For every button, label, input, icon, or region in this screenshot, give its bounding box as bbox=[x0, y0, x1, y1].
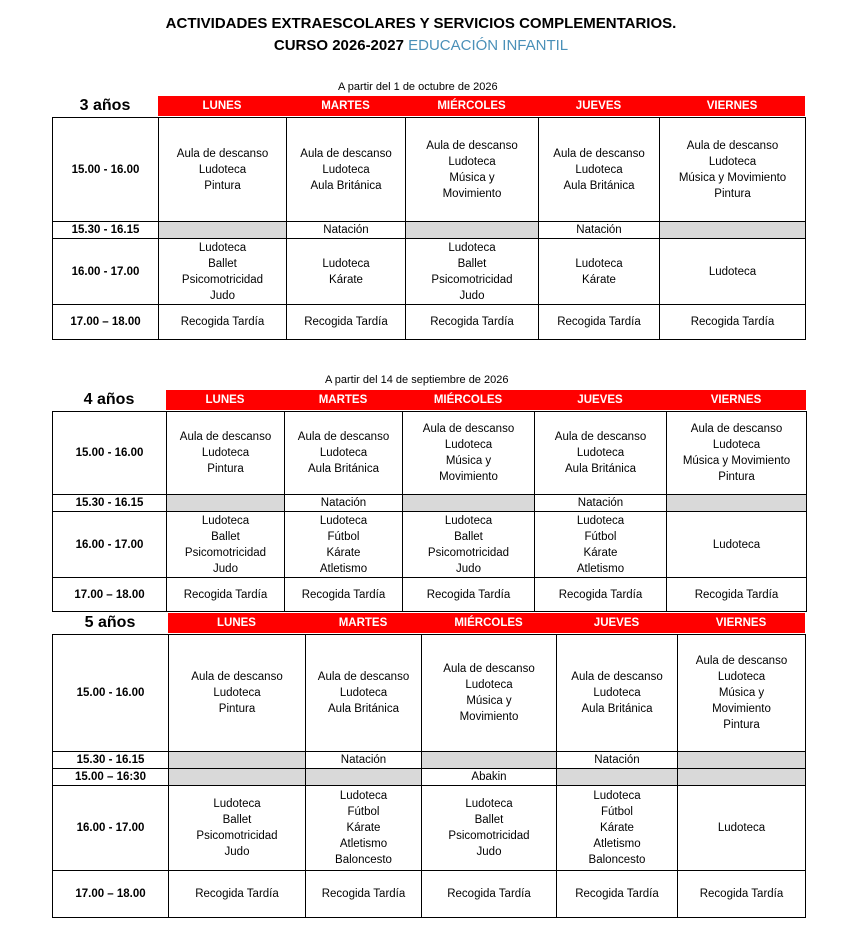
schedule-table bbox=[52, 411, 807, 612]
time-slot-label: 15.30 - 16.15 bbox=[53, 495, 167, 512]
activity-name: Natación bbox=[577, 497, 624, 509]
activity-name: Atletismo bbox=[319, 562, 368, 575]
activity-cell bbox=[306, 752, 422, 769]
day-header-3: MIÉRCOLES bbox=[454, 617, 523, 629]
activity-name: Aula de descanso bbox=[553, 147, 645, 160]
activity-name: Recogida Tardía bbox=[304, 316, 388, 328]
activity-name: Fútbol bbox=[327, 530, 360, 543]
activity-name: Judo bbox=[476, 846, 502, 858]
day-header-4: JUEVES bbox=[577, 394, 623, 406]
time-slot-label: 15.30 - 16.15 bbox=[53, 222, 159, 239]
activity-name: Música y bbox=[466, 695, 512, 707]
activity-cell bbox=[285, 412, 403, 495]
activity-cell bbox=[403, 578, 535, 612]
day-header-2: MARTES bbox=[338, 617, 388, 629]
activity-cell bbox=[678, 635, 806, 752]
activity-name: Aula Británica bbox=[581, 703, 653, 715]
activity-cell bbox=[287, 239, 406, 305]
activity-cell bbox=[667, 495, 807, 512]
activity-name: Ludoteca bbox=[593, 790, 641, 802]
time-slot-row bbox=[53, 239, 806, 305]
activity-name: Música y bbox=[449, 171, 495, 184]
activity-cell bbox=[159, 222, 287, 239]
activity-name: Ludoteca bbox=[708, 265, 757, 278]
activity-cell bbox=[169, 752, 306, 769]
activity-name: Movimiento bbox=[712, 703, 771, 715]
activity-name: Aula de descanso bbox=[690, 423, 783, 435]
age-group-label: 3 años bbox=[79, 97, 131, 114]
activity-name: Ludoteca bbox=[201, 514, 250, 527]
activity-cell bbox=[678, 752, 806, 769]
activity-name: Música y Movimiento bbox=[682, 455, 791, 467]
activity-cell bbox=[306, 786, 422, 871]
activity-name: Ballet bbox=[474, 814, 504, 826]
time-slot-row bbox=[53, 512, 807, 578]
activity-name: Aula Británica bbox=[565, 463, 636, 475]
activity-name: Ballet bbox=[208, 257, 237, 270]
day-header-3: MIÉRCOLES bbox=[437, 100, 506, 112]
activity-name: Judo bbox=[224, 846, 250, 858]
activity-name: Ludoteca bbox=[322, 163, 370, 176]
time-slot-label: 16.00 - 17.00 bbox=[53, 786, 169, 871]
activity-name: Aula Británica bbox=[328, 703, 399, 715]
activity-cell bbox=[422, 635, 557, 752]
activity-cell bbox=[406, 305, 539, 340]
activity-name: Judo bbox=[213, 562, 238, 575]
activity-name: Psicomotricidad bbox=[181, 273, 264, 286]
time-slot-row bbox=[53, 752, 806, 769]
day-header-2: MARTES bbox=[321, 100, 370, 112]
day-header-1: LUNES bbox=[202, 100, 242, 112]
activity-name: Atletismo bbox=[593, 838, 641, 850]
time-slot-row bbox=[53, 635, 806, 752]
activity-name: Recogida Tardía bbox=[694, 588, 779, 601]
activity-cell bbox=[535, 495, 667, 512]
activity-name: Recogida Tardía bbox=[321, 888, 406, 900]
activity-name: Movimiento bbox=[439, 471, 498, 483]
activity-name: Fútbol bbox=[347, 806, 380, 818]
activity-name: Aula de descanso bbox=[179, 431, 272, 443]
activity-name: Ludoteca bbox=[448, 241, 496, 254]
day-header-3: MIÉRCOLES bbox=[433, 394, 503, 406]
activity-name: Aula de descanso bbox=[176, 147, 269, 160]
time-slot-label: 17.00 – 18.00 bbox=[53, 305, 159, 340]
activity-name: Atletismo bbox=[339, 838, 388, 850]
time-slot-label: 15.00 – 16:30 bbox=[53, 769, 169, 786]
activity-cell bbox=[660, 222, 806, 239]
activity-name: Movimiento bbox=[442, 187, 502, 200]
activity-cell bbox=[535, 412, 667, 495]
activity-name: Aula de descanso bbox=[317, 671, 410, 683]
activity-cell bbox=[406, 222, 539, 239]
time-slot-label: 16.00 - 17.00 bbox=[53, 239, 159, 305]
activity-name: Pintura bbox=[207, 463, 244, 475]
activity-name: Ludoteca bbox=[201, 447, 250, 459]
activity-name: Psicomotricidad bbox=[196, 830, 278, 842]
activity-name: Música y Movimiento bbox=[678, 171, 787, 184]
activity-name: Fútbol bbox=[601, 806, 633, 818]
day-header-1: LUNES bbox=[217, 617, 256, 629]
time-slot-label: 17.00 – 18.00 bbox=[53, 871, 169, 918]
activity-name: Kárate bbox=[346, 822, 381, 834]
activity-name: Ludoteca bbox=[448, 155, 496, 168]
activity-name: Abakin bbox=[471, 771, 507, 783]
day-header-4: JUEVES bbox=[593, 617, 640, 629]
activity-name: Ludoteca bbox=[465, 679, 513, 691]
activity-name: Natación bbox=[323, 224, 369, 236]
activity-name: Recogida Tardía bbox=[447, 888, 531, 900]
activity-name: Pintura bbox=[218, 703, 256, 715]
activity-name: Ludoteca bbox=[444, 439, 493, 451]
activity-name: Psicomotricidad bbox=[184, 546, 267, 559]
activity-cell bbox=[535, 578, 667, 612]
activity-cell bbox=[406, 118, 539, 222]
activity-cell bbox=[667, 578, 807, 612]
activity-name: Aula Británica bbox=[563, 179, 635, 192]
activity-name: Aula de descanso bbox=[571, 671, 663, 683]
activity-cell bbox=[557, 871, 678, 918]
activity-name: Natación bbox=[340, 754, 387, 766]
activity-cell bbox=[667, 512, 807, 578]
activity-cell bbox=[159, 118, 287, 222]
activity-cell bbox=[422, 786, 557, 871]
activity-cell bbox=[306, 635, 422, 752]
activity-name: Aula de descanso bbox=[297, 431, 390, 443]
activity-name: Pintura bbox=[718, 471, 755, 483]
activity-cell bbox=[169, 769, 306, 786]
activity-name: Ludoteca bbox=[576, 447, 625, 459]
activity-cell bbox=[422, 752, 557, 769]
activity-cell bbox=[287, 222, 406, 239]
activity-name: Recogida Tardía bbox=[195, 888, 279, 900]
activity-cell bbox=[287, 118, 406, 222]
activity-name: Aula de descanso bbox=[300, 147, 392, 160]
activity-cell bbox=[557, 769, 678, 786]
activity-name: Recogida Tardía bbox=[180, 316, 265, 328]
activity-name: Pintura bbox=[723, 719, 760, 731]
activity-cell bbox=[557, 752, 678, 769]
course-label: CURSO 2026-2027 bbox=[273, 37, 404, 54]
activity-name: Ludoteca bbox=[575, 163, 623, 176]
activity-name: Ludoteca bbox=[339, 687, 388, 699]
activity-cell bbox=[285, 578, 403, 612]
day-header-5: VIERNES bbox=[710, 394, 762, 406]
time-slot-label: 17.00 – 18.00 bbox=[53, 578, 167, 612]
activity-cell bbox=[678, 769, 806, 786]
time-slot-row bbox=[53, 118, 806, 222]
stage-label: EDUCACIÓN INFANTIL bbox=[408, 37, 569, 54]
activity-name: Kárate bbox=[329, 273, 363, 286]
activity-cell bbox=[159, 305, 287, 340]
activity-cell bbox=[539, 239, 660, 305]
activity-name: Ludoteca bbox=[319, 447, 368, 459]
activity-name: Kárate bbox=[583, 546, 618, 559]
activity-name: Recogida Tardía bbox=[557, 316, 641, 328]
time-slot-label: 15.00 - 16.00 bbox=[53, 412, 167, 495]
activity-cell bbox=[403, 495, 535, 512]
activity-name: Fútbol bbox=[584, 530, 617, 543]
page-title: ACTIVIDADES EXTRAESCOLARES Y SERVICIOS COMPLEMENTARIOS. bbox=[165, 15, 677, 32]
activity-name: Aula de descanso bbox=[695, 655, 788, 667]
time-slot-label: 15.30 - 16.15 bbox=[53, 752, 169, 769]
time-slot-label: 15.00 - 16.00 bbox=[53, 118, 159, 222]
activity-name: Ballet bbox=[222, 814, 252, 826]
activity-cell bbox=[403, 412, 535, 495]
activity-name: Recogida Tardía bbox=[426, 588, 511, 601]
activity-name: Aula de descanso bbox=[554, 431, 647, 443]
activity-cell bbox=[422, 871, 557, 918]
activity-name: Ludoteca bbox=[708, 155, 757, 168]
activity-cell bbox=[667, 412, 807, 495]
activity-name: Kárate bbox=[600, 822, 634, 834]
age-group-label: 5 años bbox=[84, 614, 136, 631]
activity-cell bbox=[557, 786, 678, 871]
activity-name: Ludoteca bbox=[593, 687, 641, 699]
activity-cell bbox=[660, 305, 806, 340]
activity-cell bbox=[403, 512, 535, 578]
schedule-table bbox=[52, 634, 806, 918]
activity-name: Aula Británica bbox=[308, 463, 379, 475]
activity-cell bbox=[167, 412, 285, 495]
activity-name: Ludoteca bbox=[712, 538, 761, 551]
weekday-header bbox=[168, 613, 805, 633]
activity-name: Pintura bbox=[714, 187, 751, 200]
activity-cell bbox=[287, 305, 406, 340]
activity-cell bbox=[285, 495, 403, 512]
activity-name: Ballet bbox=[454, 530, 483, 543]
start-date-note: A partir del 14 de septiembre de 2026 bbox=[325, 374, 509, 386]
activity-cell bbox=[539, 305, 660, 340]
activity-cell bbox=[285, 512, 403, 578]
activity-cell bbox=[159, 239, 287, 305]
activity-name: Judo bbox=[459, 289, 485, 302]
activity-cell bbox=[406, 239, 539, 305]
activity-name: Ludoteca bbox=[198, 241, 247, 254]
age-group-label: 4 años bbox=[83, 391, 135, 408]
activity-cell bbox=[306, 769, 422, 786]
activity-name: Psicomotricidad bbox=[427, 546, 510, 559]
activity-cell bbox=[167, 512, 285, 578]
time-slot-row bbox=[53, 871, 806, 918]
time-slot-row bbox=[53, 222, 806, 239]
activity-name: Recogida Tardía bbox=[690, 316, 775, 328]
activity-name: Ludoteca bbox=[322, 257, 370, 270]
activity-name: Recogida Tardía bbox=[183, 588, 268, 601]
weekday-header bbox=[158, 96, 805, 116]
activity-name: Pintura bbox=[204, 179, 241, 192]
activity-name: Ludoteca bbox=[712, 439, 761, 451]
activity-name: Aula de descanso bbox=[422, 423, 515, 435]
activity-cell bbox=[169, 871, 306, 918]
activity-name: Ludoteca bbox=[465, 798, 513, 810]
activity-name: Aula de descanso bbox=[426, 139, 518, 152]
activity-cell bbox=[306, 871, 422, 918]
activity-name: Kárate bbox=[326, 546, 361, 559]
time-slot-row bbox=[53, 786, 806, 871]
activity-name: Ludoteca bbox=[213, 687, 261, 699]
activity-cell bbox=[167, 578, 285, 612]
activity-name: Psicomotricidad bbox=[431, 273, 513, 286]
activity-name: Ludoteca bbox=[319, 514, 368, 527]
activity-name: Atletismo bbox=[576, 562, 625, 575]
activity-name: Baloncesto bbox=[588, 854, 646, 866]
time-slot-row bbox=[53, 305, 806, 340]
activity-cell bbox=[678, 786, 806, 871]
time-slot-row bbox=[53, 578, 807, 612]
activity-name: Recogida Tardía bbox=[301, 588, 386, 601]
activity-name: Recogida Tardía bbox=[575, 888, 659, 900]
day-header-4: JUEVES bbox=[575, 100, 622, 112]
activity-name: Ballet bbox=[457, 257, 487, 270]
activity-cell bbox=[660, 239, 806, 305]
day-header-5: VIERNES bbox=[706, 100, 758, 112]
activity-name: Recogida Tardía bbox=[430, 316, 514, 328]
activity-name: Movimiento bbox=[459, 711, 519, 723]
day-header-5: VIERNES bbox=[715, 617, 767, 629]
activity-cell bbox=[557, 635, 678, 752]
activity-name: Natación bbox=[594, 754, 640, 766]
activity-cell bbox=[539, 222, 660, 239]
activity-cell bbox=[422, 769, 557, 786]
weekday-header bbox=[166, 390, 806, 410]
activity-cell bbox=[169, 786, 306, 871]
activity-name: Ludoteca bbox=[717, 671, 766, 683]
activity-name: Aula Británica bbox=[310, 179, 382, 192]
activity-cell bbox=[539, 118, 660, 222]
page-subtitle bbox=[0, 37, 842, 54]
time-slot-row bbox=[53, 495, 807, 512]
activity-name: Ludoteca bbox=[444, 514, 493, 527]
activity-name: Música y bbox=[445, 455, 492, 467]
activity-name: Baloncesto bbox=[335, 854, 392, 866]
day-header-1: LUNES bbox=[205, 394, 245, 406]
activity-name: Ludoteca bbox=[717, 822, 766, 834]
activity-cell bbox=[169, 635, 306, 752]
activity-name: Ballet bbox=[211, 530, 240, 543]
activity-name: Ludoteca bbox=[576, 514, 625, 527]
activity-name: Ludoteca bbox=[575, 257, 623, 270]
activity-name: Judo bbox=[456, 562, 481, 575]
start-date-note: A partir del 1 de octubre de 2026 bbox=[338, 81, 498, 93]
schedule-table bbox=[52, 117, 806, 340]
activity-name: Aula de descanso bbox=[443, 663, 535, 675]
activity-cell bbox=[535, 512, 667, 578]
time-slot-row bbox=[53, 769, 806, 786]
activity-name: Natación bbox=[320, 497, 367, 509]
day-header-2: MARTES bbox=[318, 394, 368, 406]
activity-name: Música y bbox=[718, 687, 765, 699]
activity-name: Recogida Tardía bbox=[699, 888, 784, 900]
activity-cell bbox=[167, 495, 285, 512]
activity-name: Psicomotricidad bbox=[448, 830, 530, 842]
activity-name: Aula de descanso bbox=[191, 671, 283, 683]
activity-name: Ludoteca bbox=[213, 798, 261, 810]
activity-name: Ludoteca bbox=[339, 790, 388, 802]
time-slot-row bbox=[53, 412, 807, 495]
time-slot-label: 16.00 - 17.00 bbox=[53, 512, 167, 578]
activity-name: Aula de descanso bbox=[686, 139, 779, 152]
time-slot-label: 15.00 - 16.00 bbox=[53, 635, 169, 752]
activity-cell bbox=[678, 871, 806, 918]
activity-name: Kárate bbox=[582, 273, 616, 286]
activity-cell bbox=[660, 118, 806, 222]
activity-name: Judo bbox=[210, 289, 235, 302]
activity-name: Recogida Tardía bbox=[558, 588, 643, 601]
activity-name: Natación bbox=[576, 224, 622, 236]
activity-name: Ludoteca bbox=[198, 163, 247, 176]
